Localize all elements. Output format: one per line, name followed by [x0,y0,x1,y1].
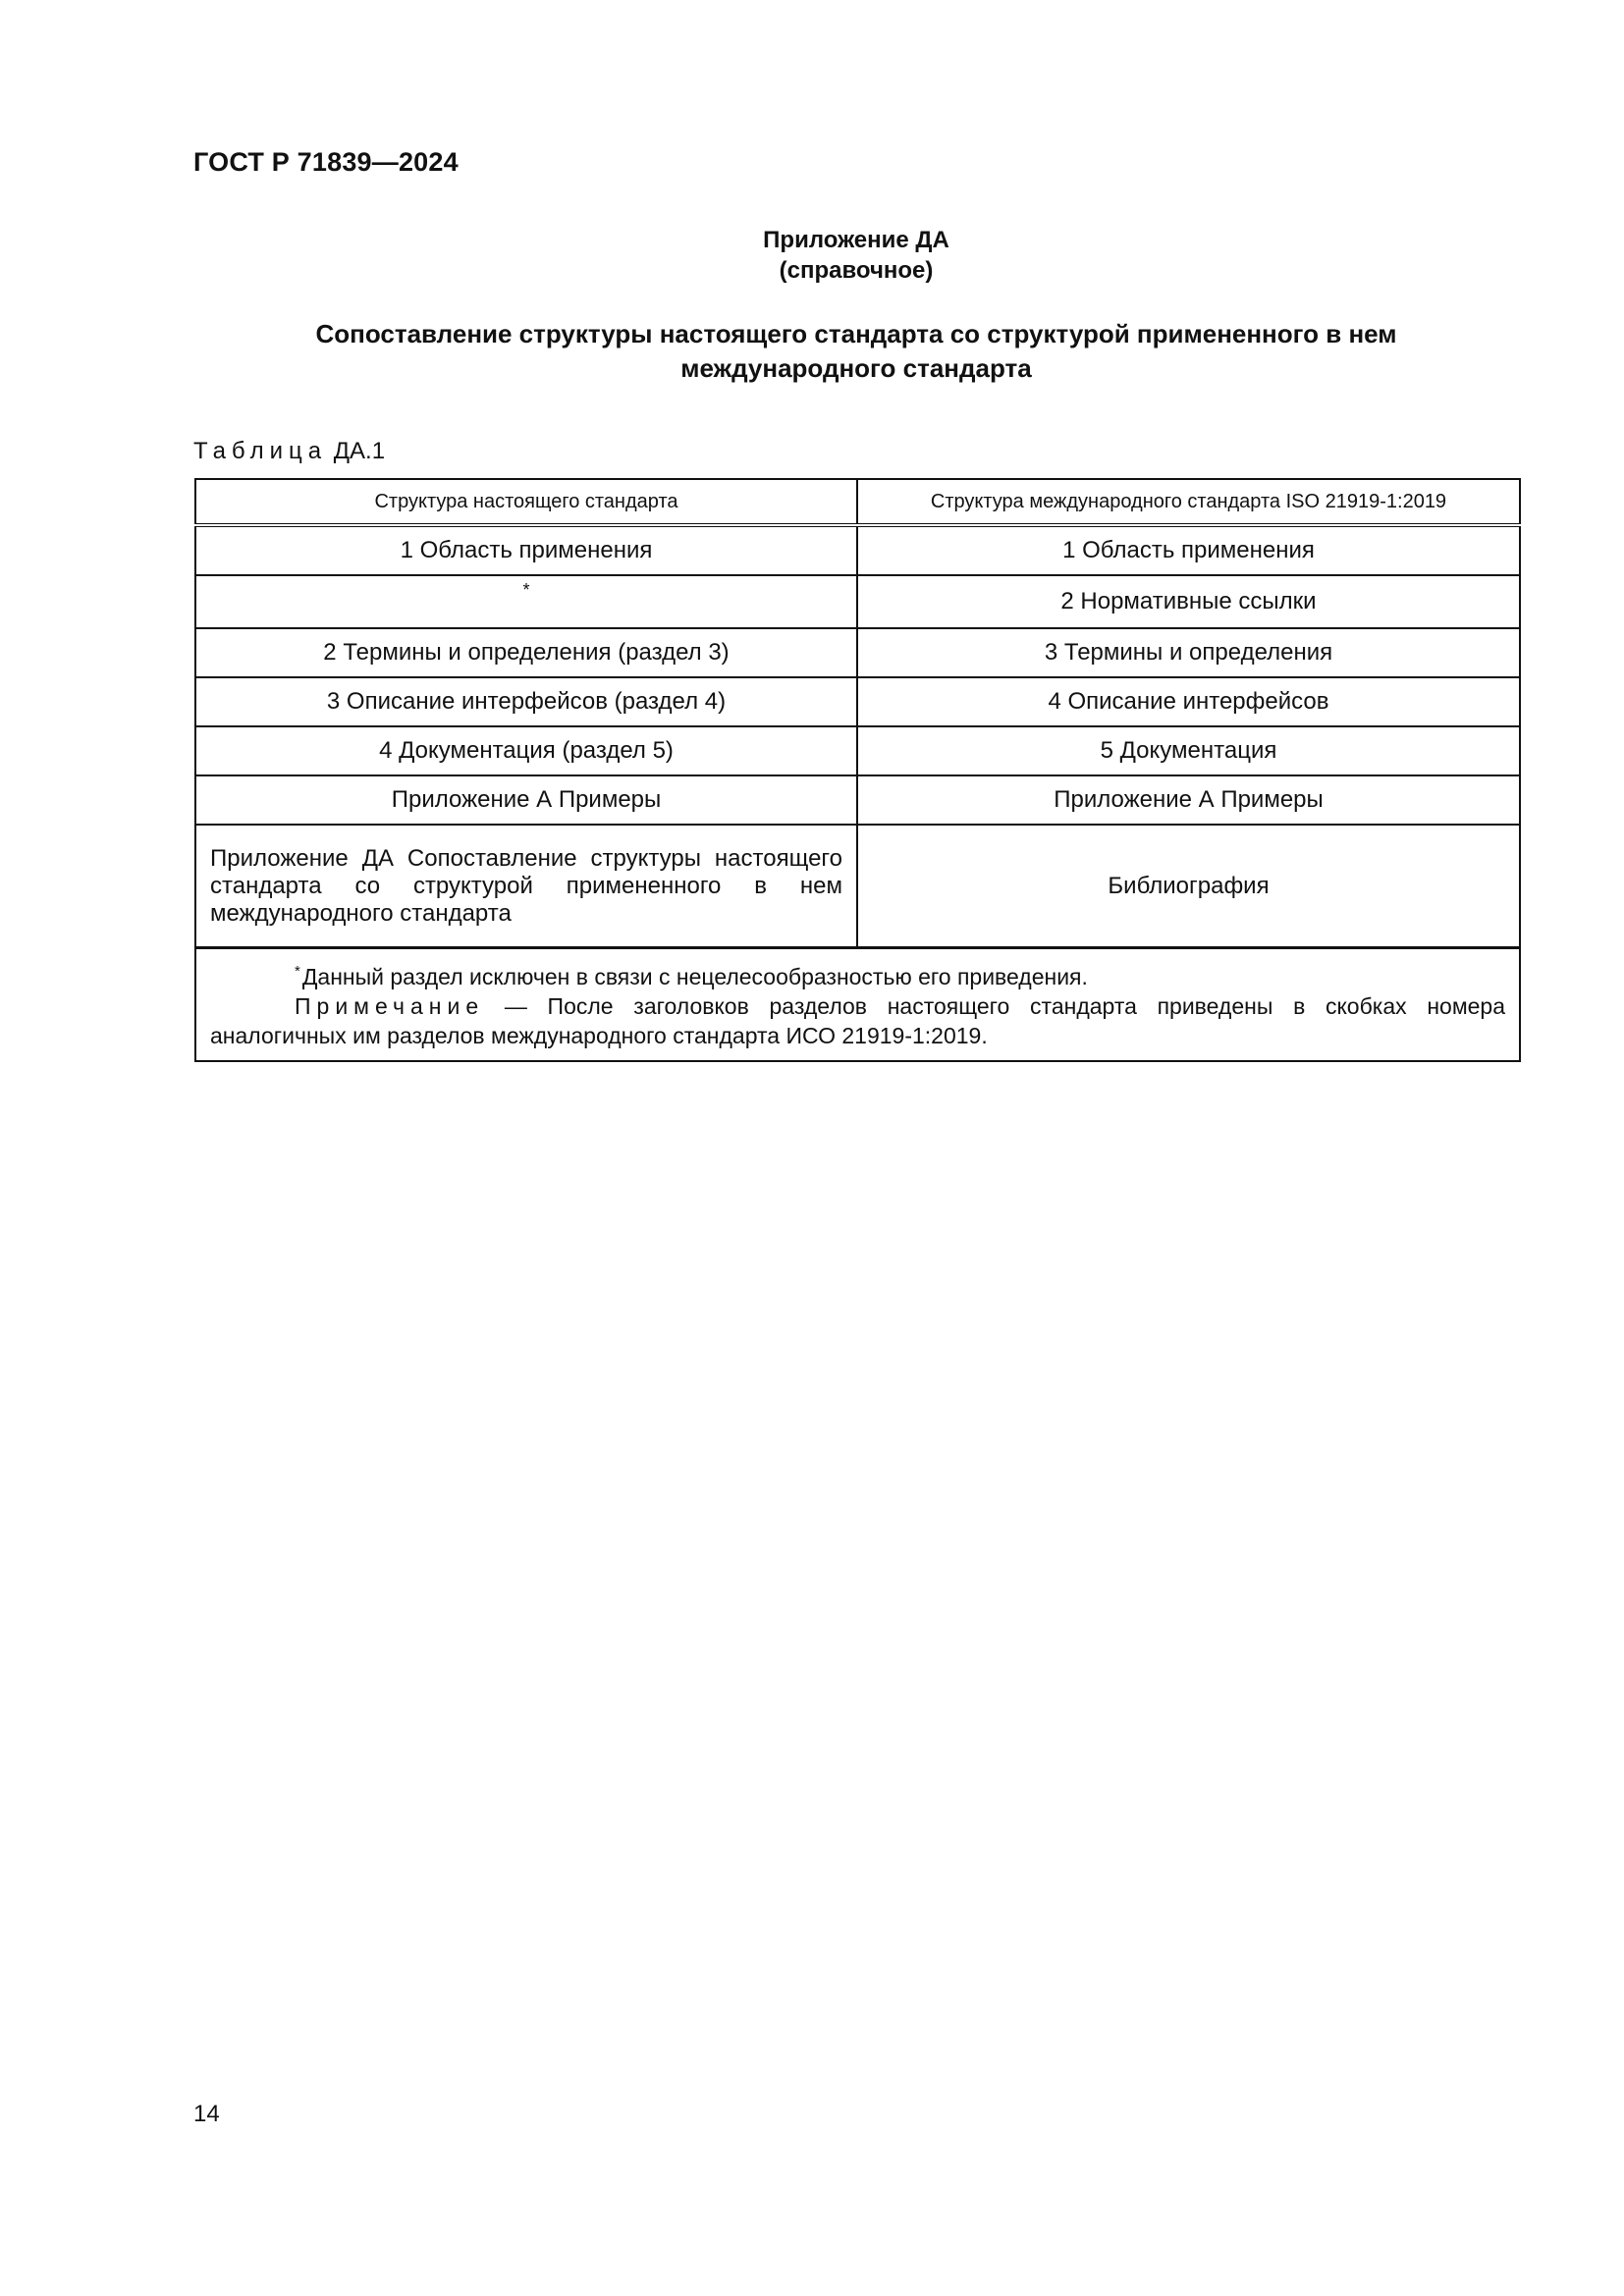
table-row [195,575,1520,628]
table-row [195,628,1520,677]
table-row [195,726,1520,775]
table-caption [193,438,385,465]
appendix-heading [236,317,1477,386]
table-cell: 1 Область применения [195,525,857,575]
footnote-mark: * [295,963,300,980]
table-footnote [210,957,1505,991]
appendix-heading-line-1: Сопоставление структуры настоящего стандарта со структурой примененного в нем [315,319,1397,348]
table-notes-cell [195,948,1520,1062]
excluded-section-marker: * [195,575,857,628]
table-cell: Библиография [857,825,1520,948]
table-row [195,525,1520,575]
table-cell: 1 Область применения [857,525,1520,575]
table-cell: 4 Документация (раздел 5) [195,726,857,775]
table-caption-label: Таблица [193,438,328,464]
table-cell: Приложение А Примеры [195,775,857,825]
table-row [195,677,1520,726]
page-number: 14 [193,2101,220,2127]
table-cell: 2 Нормативные ссылки [857,575,1520,628]
note-text: После заголовков разделов настоящего стандарта приведены в скобках номера аналогичных им разделов международного стандарта ИСО 21919-1:2019. [210,993,1506,1048]
appendix-heading-line-2: международного стандарта [680,353,1032,383]
note-label: Примечание [295,993,485,1019]
footnote-text: Данный раздел исключен в связи с нецелесообразностью его приведения. [301,964,1088,989]
table-note [210,991,1505,1050]
table-header-row [195,479,1520,525]
table-caption-number: ДА.1 [333,438,386,464]
structure-comparison-table [194,478,1521,1062]
document-code: ГОСТ Р 71839—2024 [193,147,459,177]
table-cell: 2 Термины и определения (раздел 3) [195,628,857,677]
table-cell: Приложение ДА Сопоставление структуры настоящего стандарта со структурой примененного в нем международного стандарта [195,825,857,948]
table-row [195,775,1520,825]
table-cell: 5 Документация [857,726,1520,775]
appendix-kind: (справочное) [779,257,934,284]
table-cell: 4 Описание интерфейсов [857,677,1520,726]
table-row [195,825,1520,948]
table-notes-row [195,948,1520,1062]
note-dash: — [504,993,527,1019]
table-cell: 3 Описание интерфейсов (раздел 4) [195,677,857,726]
column-header-international: Структура международного стандарта ISO 21919-1:2019 [857,479,1520,525]
table-cell: 3 Термины и определения [857,628,1520,677]
table-cell: Приложение А Примеры [857,775,1520,825]
column-header-national: Структура настоящего стандарта [195,479,857,525]
appendix-title: Приложение ДА [763,227,949,253]
